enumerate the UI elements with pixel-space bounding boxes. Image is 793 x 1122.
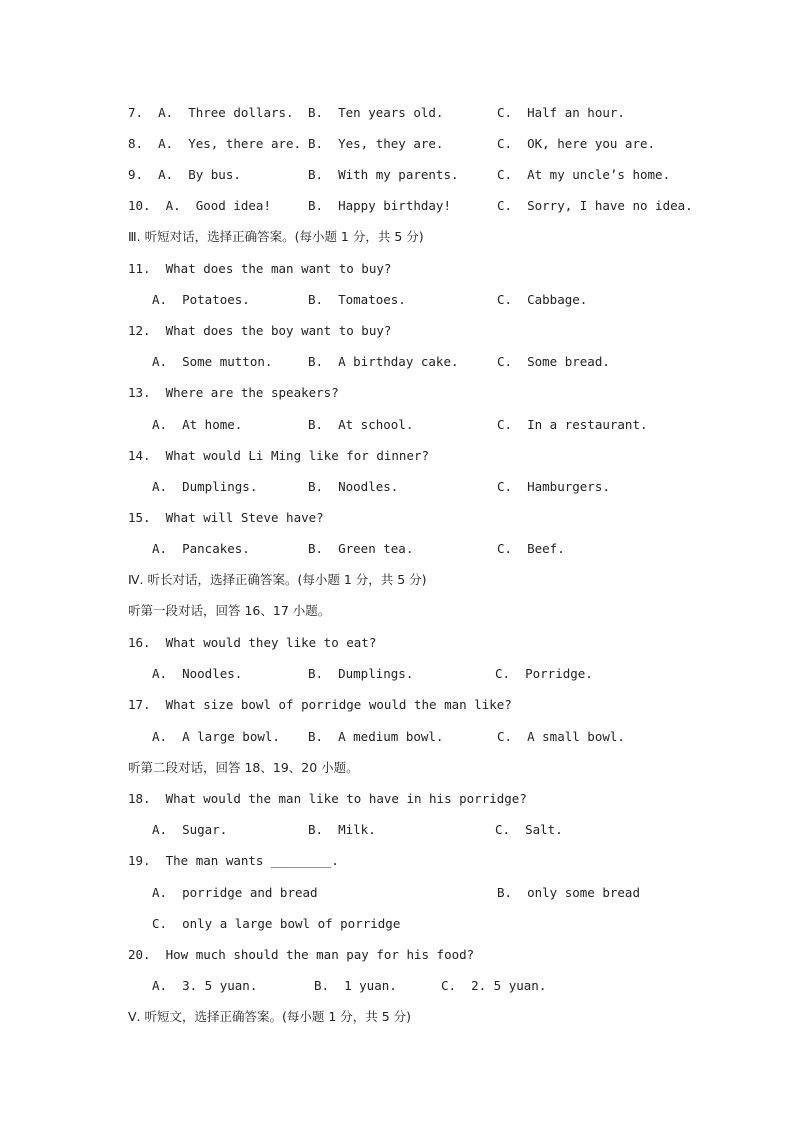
question-15-stem: 15. What will Steve have? bbox=[128, 510, 324, 525]
question-20-option-c: C. 2. 5 yuan. bbox=[441, 978, 547, 993]
question-8-option-c: C. OK, here you are. bbox=[497, 136, 656, 151]
question-11-option-b: B. Tomatoes. bbox=[308, 292, 406, 307]
question-12-option-b: B. A birthday cake. bbox=[308, 354, 459, 369]
question-8-option-b: B. Yes, they are. bbox=[308, 136, 444, 151]
question-10-option-a: 10. A. Good idea! bbox=[128, 198, 271, 213]
question-13-stem: 13. Where are the speakers? bbox=[128, 385, 339, 400]
question-7-option-c: C. Half an hour. bbox=[497, 105, 625, 120]
section-3-heading: Ⅲ. 听短对话，选择正确答案。(每小题 1 分，共 5 分) bbox=[128, 229, 424, 244]
question-11-option-a: A. Potatoes. bbox=[152, 292, 250, 307]
question-14-option-c: C. Hamburgers. bbox=[497, 479, 610, 494]
question-18-option-b: B. Milk. bbox=[308, 822, 376, 837]
question-17-option-b: B. A medium bowl. bbox=[308, 729, 444, 744]
question-19-option-b: B. only some bread bbox=[497, 885, 640, 900]
question-17-stem: 17. What size bowl of porridge would the man like? bbox=[128, 697, 512, 712]
question-7-option-a: 7. A. Three dollars. bbox=[128, 105, 294, 120]
section-5-heading: Ⅴ. 听短文，选择正确答案。(每小题 1 分，共 5 分) bbox=[128, 1009, 412, 1024]
question-19-option-a: A. porridge and bread bbox=[152, 885, 318, 900]
question-17-option-c: C. A small bowl. bbox=[497, 729, 625, 744]
section-4-heading: Ⅳ. 听长对话，选择正确答案。(每小题 1 分，共 5 分) bbox=[128, 572, 427, 587]
question-20-option-b: B. 1 yuan. bbox=[314, 978, 397, 993]
question-16-stem: 16. What would they like to eat? bbox=[128, 635, 377, 650]
question-14-stem: 14. What would Li Ming like for dinner? bbox=[128, 448, 430, 463]
dialogue-1-instruction: 听第一段对话，回答 16、17 小题。 bbox=[128, 603, 331, 618]
question-14-option-b: B. Noodles. bbox=[308, 479, 399, 494]
question-13-option-a: A. At home. bbox=[152, 417, 243, 432]
question-20-option-a: A. 3. 5 yuan. bbox=[152, 978, 258, 993]
question-15-option-b: B. Green tea. bbox=[308, 541, 414, 556]
question-10-option-c: C. Sorry, I have no idea. bbox=[497, 198, 693, 213]
question-19-stem: 19. The man wants ________. bbox=[128, 853, 339, 868]
question-16-option-c: C. Porridge. bbox=[495, 666, 593, 681]
question-18-stem: 18. What would the man like to have in his porridge? bbox=[128, 791, 527, 806]
question-13-option-b: B. At school. bbox=[308, 417, 414, 432]
question-9-option-c: C. At my uncle’s home. bbox=[497, 167, 671, 182]
question-16-option-b: B. Dumplings. bbox=[308, 666, 414, 681]
question-15-option-c: C. Beef. bbox=[497, 541, 565, 556]
question-12-option-a: A. Some mutton. bbox=[152, 354, 273, 369]
question-8-option-a: 8. A. Yes, there are. bbox=[128, 136, 302, 151]
question-17-option-a: A. A large bowl. bbox=[152, 729, 280, 744]
question-10-option-b: B. Happy birthday! bbox=[308, 198, 451, 213]
question-16-option-a: A. Noodles. bbox=[152, 666, 243, 681]
question-9-option-a: 9. A. By bus. bbox=[128, 167, 241, 182]
question-11-option-c: C. Cabbage. bbox=[497, 292, 588, 307]
question-11-stem: 11. What does the man want to buy? bbox=[128, 261, 392, 276]
question-14-option-a: A. Dumplings. bbox=[152, 479, 258, 494]
question-15-option-a: A. Pancakes. bbox=[152, 541, 250, 556]
dialogue-2-instruction: 听第二段对话，回答 18、19、20 小题。 bbox=[128, 760, 359, 775]
question-18-option-a: A. Sugar. bbox=[152, 822, 228, 837]
question-9-option-b: B. With my parents. bbox=[308, 167, 459, 182]
question-20-stem: 20. How much should the man pay for his food? bbox=[128, 947, 475, 962]
question-12-stem: 12. What does the boy want to buy? bbox=[128, 323, 392, 338]
question-13-option-c: C. In a restaurant. bbox=[497, 417, 648, 432]
question-18-option-c: C. Salt. bbox=[495, 822, 563, 837]
question-19-option-c: C. only a large bowl of porridge bbox=[152, 916, 401, 931]
question-7-option-b: B. Ten years old. bbox=[308, 105, 444, 120]
question-12-option-c: C. Some bread. bbox=[497, 354, 610, 369]
